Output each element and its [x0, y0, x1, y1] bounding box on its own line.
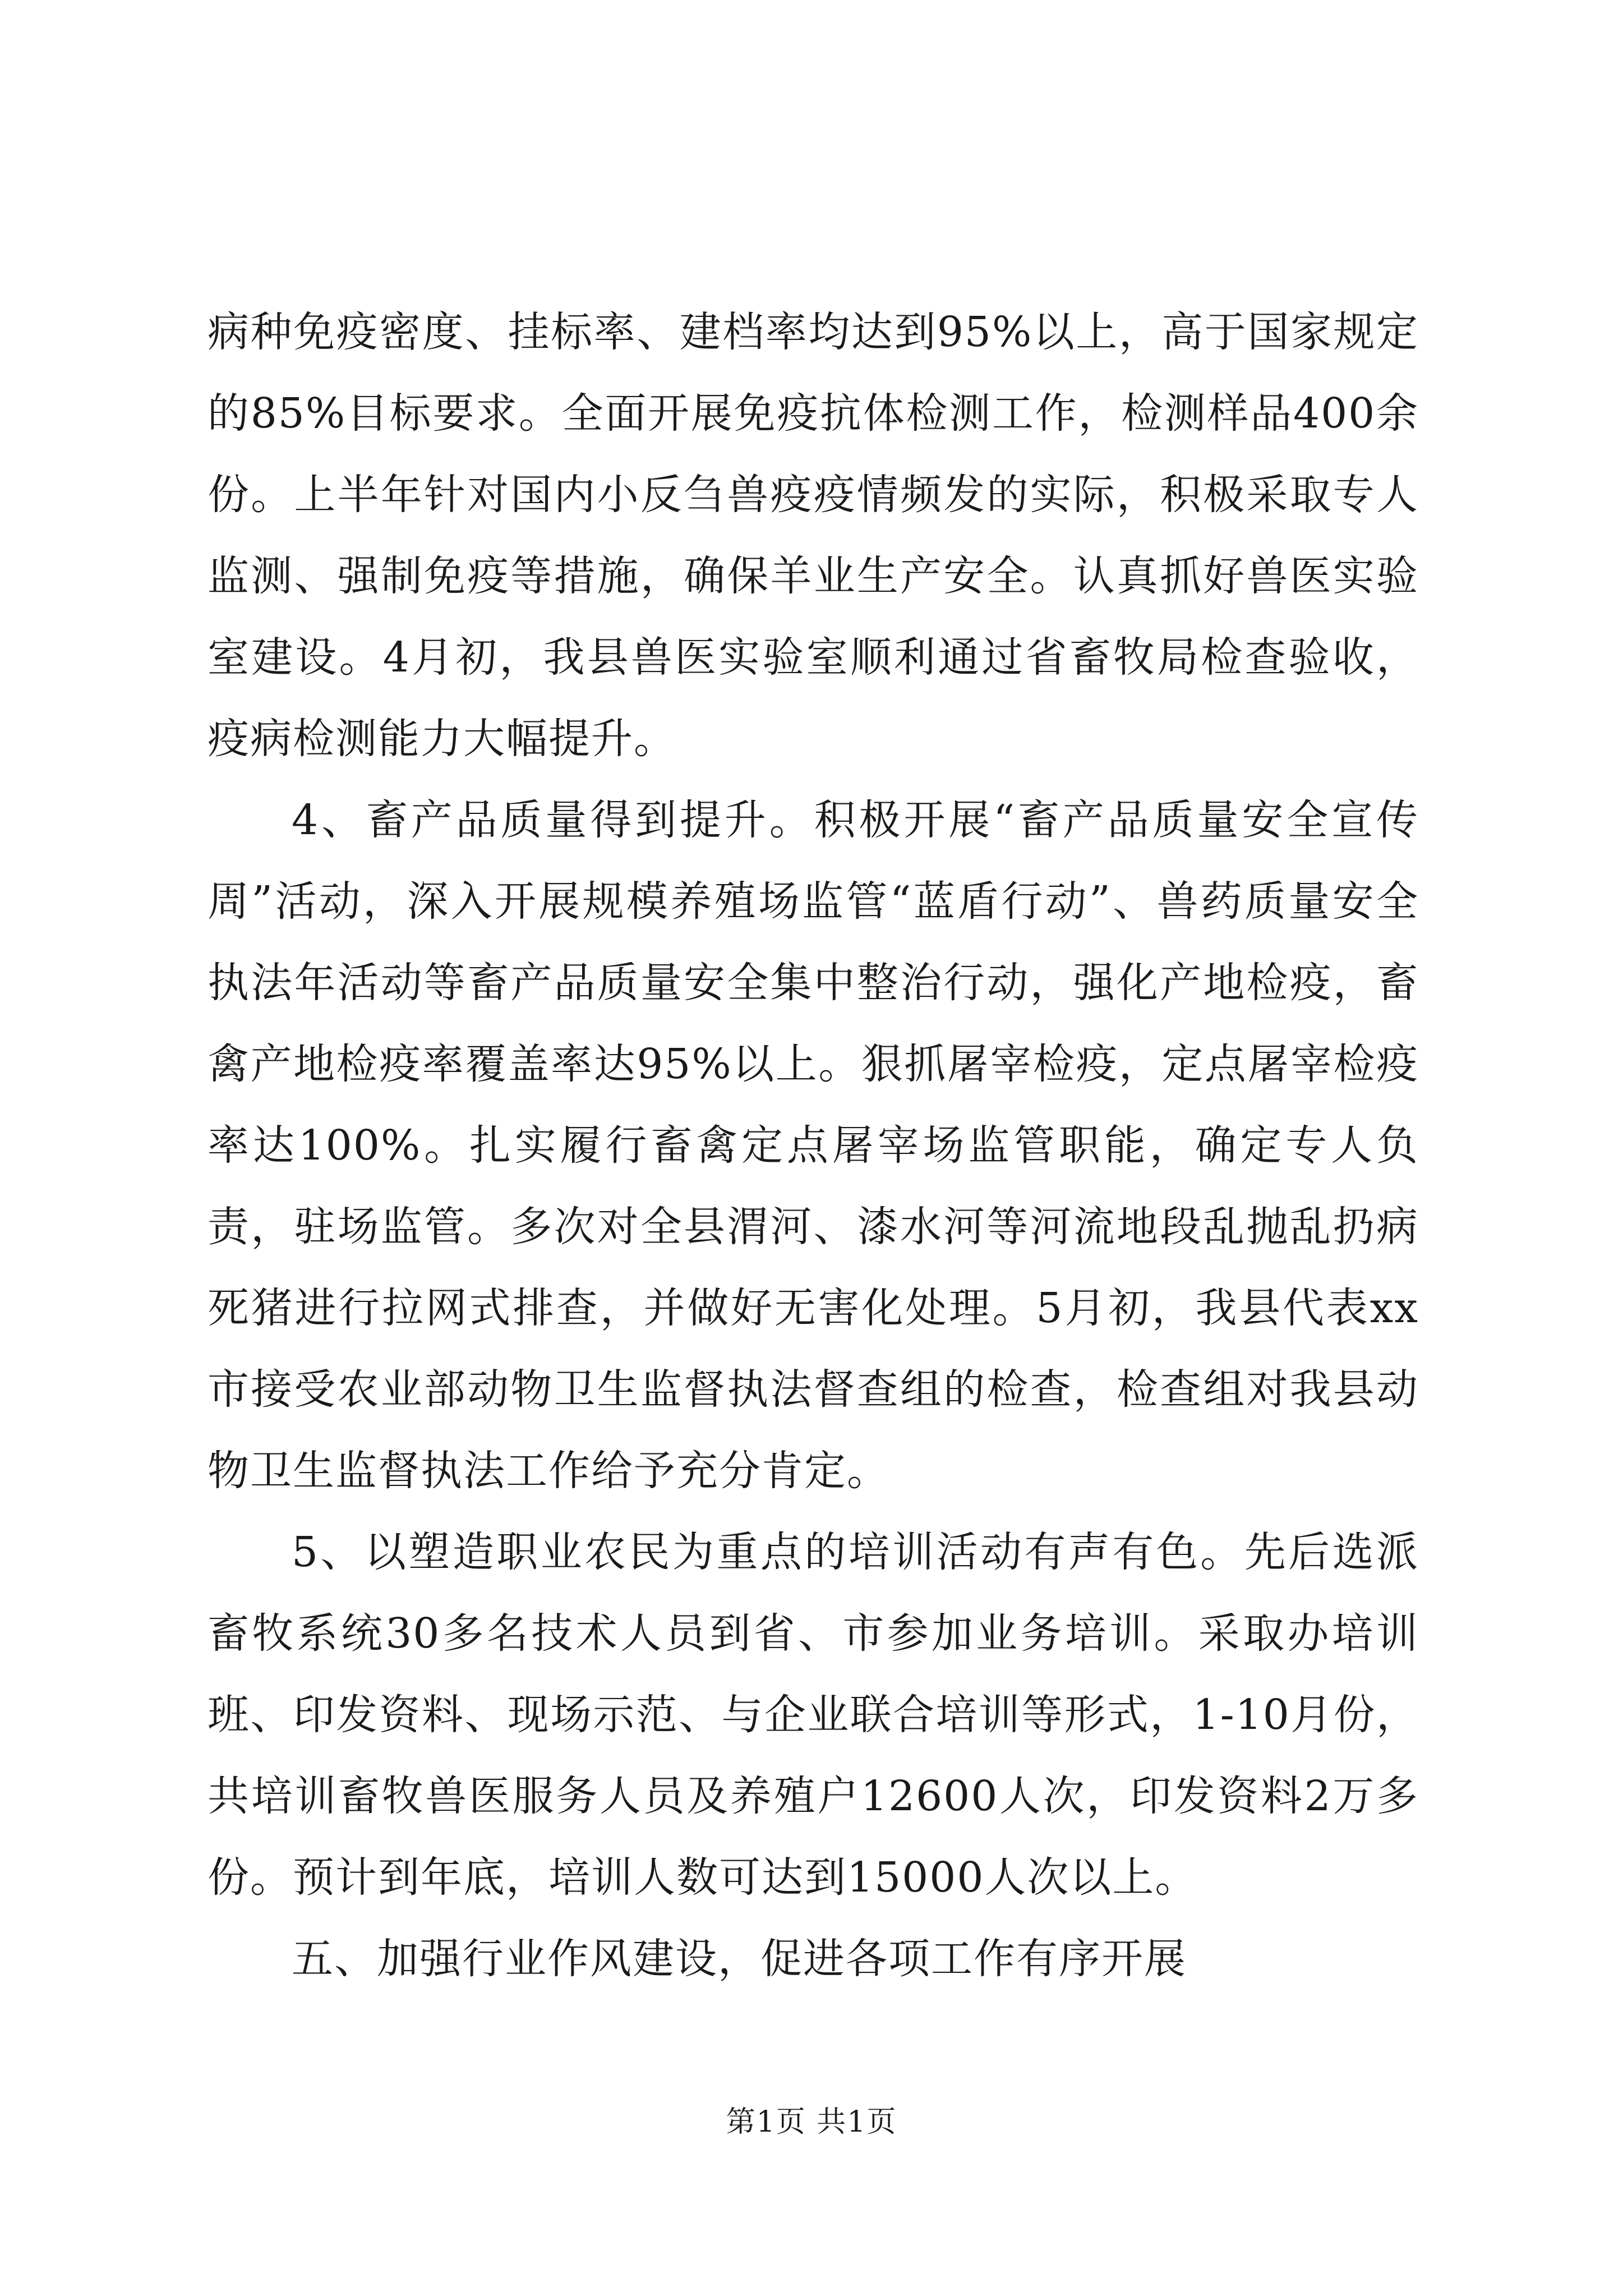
paragraph-continued: 病种免疫密度、挂标率、建档率均达到95%以上，高于国家规定的85%目标要求。全面开展免疫抗体检测工作，检测样品400余份。上半年针对国内小反刍兽疫疫情频发的实际，积极采取专人监测、强制免疫等措施，确保羊业生产安全。认真抓好兽医实验室建设。4月初，我县兽医实验室顺利通过省畜牧局检查验收，疫病检测能力大幅提升。 [208, 308, 1419, 763]
section-heading-5: 五、加强行业作风建设，促进各项工作有序开展 [292, 1935, 1187, 1983]
document-body [208, 292, 1419, 2000]
paragraph-item-4: 4、畜产品质量得到提升。积极开展“畜产品质量安全宣传周”活动，深入开展规模养殖场监管“蓝盾行动”、兽药质量安全执法年活动等畜产品质量安全集中整治行动，强化产地检疫，畜禽产地检疫率覆盖率达95%以上。狠抓屠宰检疫，定点屠宰检疫率达100%。扎实履行畜禽定点屠宰场监管职能，确定专人负责，驻场监管。多次对全县渭河、漆水河等河流地段乱抛乱扔病死猪进行拉网式排查，并做好无害化处理。5月初，我县代表xx市接受农业部动物卫生监督执法督查组的检查，检查组对我县动物卫生监督执法工作给予充分肯定。 [208, 796, 1419, 1495]
paragraph-item-5: 5、以塑造职业农民为重点的培训活动有声有色。先后选派畜牧系统30多名技术人员到省、市参加业务培训。采取办培训班、印发资料、现场示范、与企业联合培训等形式，1-10月份，共培训畜牧兽医服务人员及养殖户12600人次，印发资料2万多份。预计到年底，培训人数可达到15000人次以上。 [208, 1528, 1419, 1902]
page-footer: 第1页 共1页 [726, 2105, 897, 2139]
